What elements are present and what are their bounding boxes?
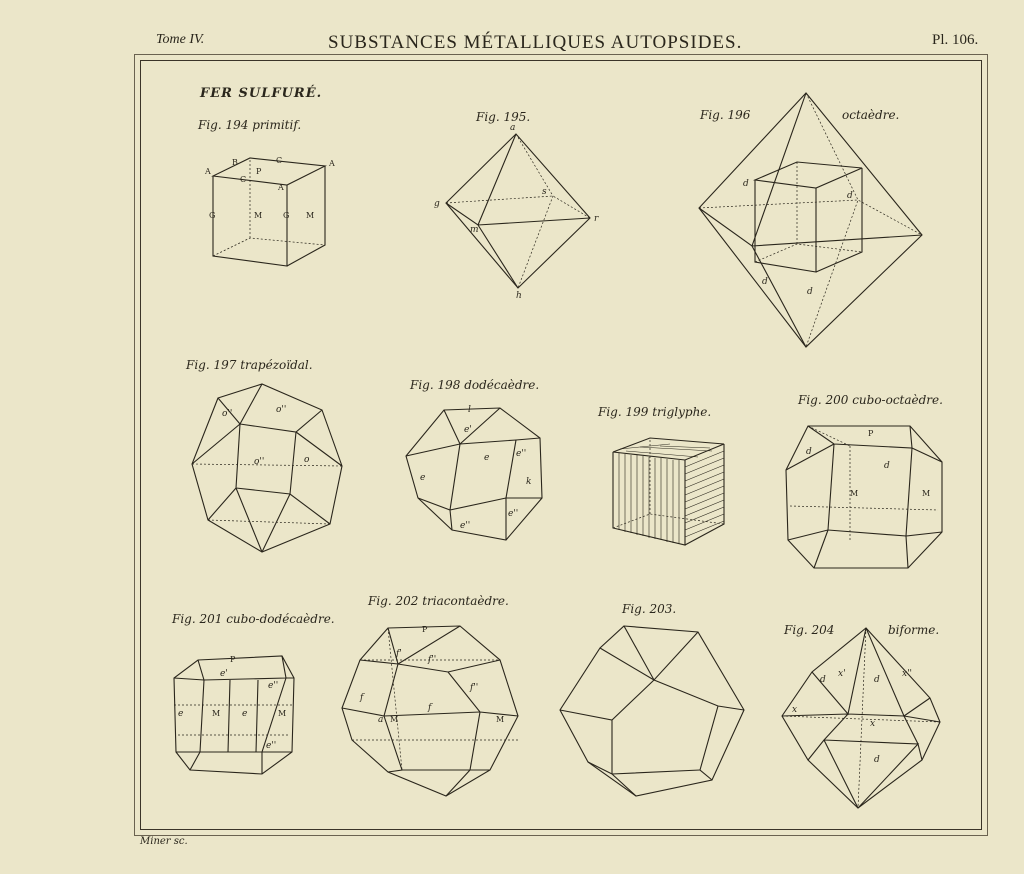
v204-x1: x' [838, 669, 846, 679]
v198-e4: e [420, 473, 426, 483]
v195-a: a [510, 123, 516, 133]
fig-196-name: octaèdre. [842, 108, 900, 122]
v196-d3: d [762, 277, 768, 287]
v202-f4: f [428, 703, 432, 713]
fig-201-label: Fig. 201 cubo-dodécaèdre. [172, 612, 335, 626]
fig-199-striated-cube [613, 438, 724, 545]
v201-e2: e'' [268, 681, 279, 691]
v196-d1: d [743, 179, 749, 189]
v204-d3: d [874, 755, 880, 765]
v194-c2: C [240, 175, 247, 184]
v194-a1: A [205, 167, 211, 176]
v201-m2: M [278, 709, 287, 718]
v204-x4: x [870, 719, 876, 729]
fig-195-octahedron [434, 123, 599, 301]
v201-e1: e' [220, 669, 228, 679]
v202-a: a [378, 715, 384, 725]
v194-a3: A [278, 183, 284, 192]
v204-d2: d [874, 675, 880, 685]
fig-197-trapezohedron [192, 384, 342, 552]
v194-m1: M [254, 211, 263, 220]
v204-x3: x [792, 705, 798, 715]
fig-202-triacontahedron [342, 625, 518, 796]
fig-198-label: Fig. 198 dodécaèdre. [410, 378, 540, 392]
v200-m1: M [850, 489, 859, 498]
v196-d2: d [847, 191, 853, 201]
v195-r: r [594, 214, 599, 224]
v194-m2: M [306, 211, 315, 220]
v202-f3: f [360, 693, 364, 703]
v197-o4: o [304, 455, 310, 465]
v201-e5: e'' [266, 741, 277, 751]
v201-m1: M [212, 709, 221, 718]
fig-199-label: Fig. 199 triglyphe. [598, 405, 712, 419]
tome-label: Tome IV. [156, 32, 205, 47]
fig-204-name: biforme. [888, 623, 940, 637]
v198-e6: e'' [460, 521, 471, 531]
v200-d2: d [884, 461, 890, 471]
fig-198-dodecahedron [406, 405, 542, 540]
fig-200-cubo-octahedron [786, 426, 942, 568]
v197-o2: o'' [276, 405, 287, 415]
v194-g1: G [209, 211, 216, 220]
v200-p: P [868, 429, 874, 438]
v198-k: k [526, 477, 532, 487]
v198-e5: e'' [508, 509, 519, 519]
v194-g2: G [283, 211, 290, 220]
section-title: FER SULFURÉ. [200, 86, 323, 101]
v202-m1: M [390, 715, 399, 724]
fig-203-dodecahedron [560, 626, 744, 796]
fig-194-cube [204, 156, 335, 266]
fig-196-octahedron-cube [699, 93, 922, 347]
v195-g: g [434, 199, 440, 209]
v196-d4: d [807, 287, 813, 297]
plate-title: SUBSTANCES MÉTALLIQUES AUTOPSIDES. [328, 32, 743, 53]
v194-c1: C [276, 156, 283, 165]
v200-m2: M [922, 489, 931, 498]
v202-f1: f' [396, 649, 402, 659]
fig-203-label: Fig. 203. [622, 602, 677, 616]
v197-o1: o'' [222, 409, 233, 419]
v202-m2: M [496, 715, 505, 724]
v204-x2: x'' [902, 669, 913, 679]
fig-197-label: Fig. 197 trapézoïdal. [186, 358, 313, 372]
v202-f2: f'' [428, 655, 437, 665]
v195-s: s [542, 187, 547, 197]
v198-e2: e'' [516, 449, 527, 459]
v194-p: P [256, 167, 262, 176]
v204-d1: d [820, 675, 826, 685]
fig-204-biforme [782, 628, 940, 808]
v198-e1: e' [464, 425, 472, 435]
v195-h: h [516, 291, 522, 301]
fig-194-label: Fig. 194 primitif. [198, 118, 302, 132]
v201-p: P [230, 655, 236, 664]
v200-d1: d [806, 447, 812, 457]
v202-f5: f'' [470, 683, 479, 693]
fig-196-label: Fig. 196 [700, 108, 751, 122]
v194-a2: A [329, 159, 335, 168]
v194-b: B [232, 158, 238, 167]
engraver-signature: Miner sc. [140, 836, 188, 847]
fig-200-label: Fig. 200 cubo-octaèdre. [798, 393, 943, 407]
fig-204-label: Fig. 204 [784, 623, 835, 637]
v198-e3: e [484, 453, 490, 463]
fig-195-label: Fig. 195. [476, 110, 531, 124]
plate-number: Pl. 106. [932, 32, 979, 48]
v197-o3: o'' [254, 457, 265, 467]
v202-p: P [422, 625, 428, 634]
v195-m: m [470, 225, 479, 235]
v201-e4: e [242, 709, 248, 719]
fig-202-label: Fig. 202 triacontaèdre. [368, 594, 509, 608]
fig-201-cubo-dodecahedron [174, 655, 294, 774]
v198-l: l [468, 405, 471, 415]
v201-e3: e [178, 709, 184, 719]
